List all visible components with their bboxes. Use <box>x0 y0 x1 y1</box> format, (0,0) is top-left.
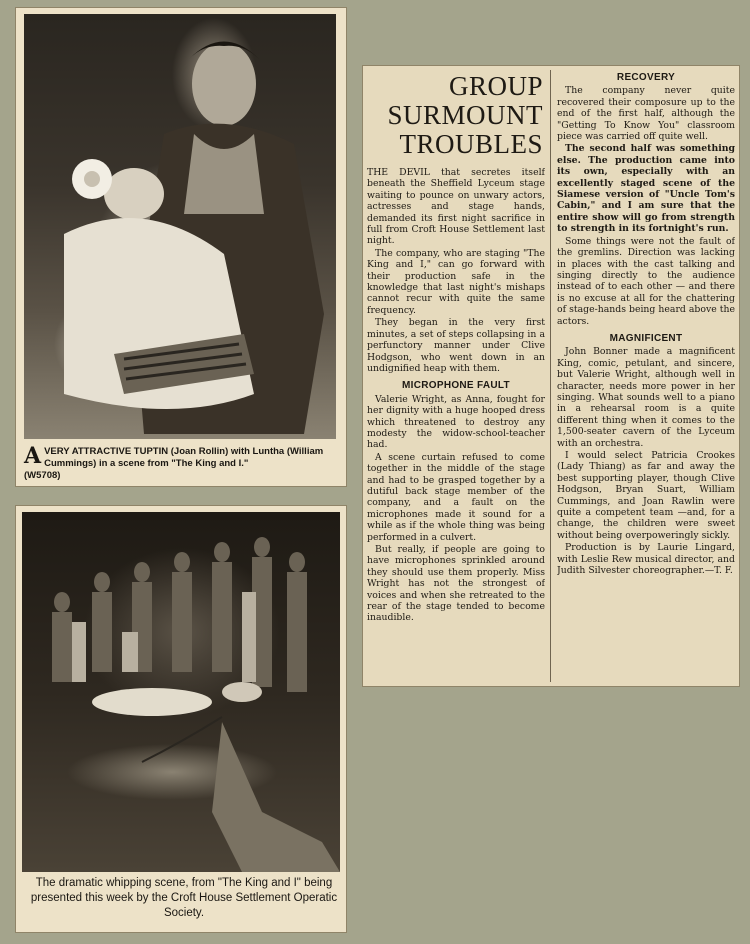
subheading-magnificent: MAGNIFICENT <box>609 332 683 344</box>
article-paragraph: A scene curtain refused to come together in the middle of the stage and had to be grasped together by a dutiful back stage member of the company, and a fault on the microphones made it sound for a while as if the whole thing was being performed in a culvert. <box>367 451 545 543</box>
photo-tuptin-luntha <box>24 14 336 439</box>
article-paragraph: The second half was something else. The production came into its own, especially with an excellently staged scene of the Siamese version of "Uncle Tom's Cabin," and I am sure that the entire show will go from strength to strength in its fortnight's run. <box>557 143 735 235</box>
article-paragraph: The company never quite recovered their composure up to the end of the first half, although the "Getting To Know You" classroom piece was carried off quite well. <box>557 85 735 143</box>
article-intro: THE DEVIL that secretes itself beneath the Sheffield Lyceum stage waiting to pounce on unwary actors, actresses and stage hands, demanded its first night sacrifice in full from Croft House Settlement last night. <box>367 167 545 247</box>
caption-text: VERY ATTRACTIVE TUPTIN (Joan Rollin) with Luntha (William Cummings) in a scene from "The King and I." <box>44 446 324 469</box>
photo-whipping-scene-drawing <box>22 512 340 872</box>
column-divider <box>550 70 551 682</box>
article-paragraph: Some things were not the fault of the gremlins. Direction was lacking in places with the cast talking and singing directly to the audience instead of to each other — and there is no excuse at all for the chattering of stage-hands being heard above the actors. <box>557 235 735 327</box>
headline-line: GROUP <box>448 71 543 101</box>
article-paragraph: Production is by Laurie Lingard, with Leslie Rew musical director, and Judith Silvester choreographer.—T. F. <box>557 542 735 577</box>
headline-line: SURMOUNT <box>387 100 543 130</box>
headline-line: TROUBLES <box>399 129 543 159</box>
article-paragraph: I would select Patricia Crookes (Lady Thiang) as far and away the best supporting player, though Clive Hodgson, Bryan Suart, William Cummings, and Joan Rawlin were quite a competent team —and, for a change, the children were sweet without being overpoweringly sickly. <box>557 450 735 541</box>
bottom-photo-caption: The dramatic whipping scene, from "The King and I" being presented this week by the Croft House Settlement Operatic Society. <box>30 877 338 919</box>
article-column-right <box>557 66 735 686</box>
top-photo-caption <box>24 443 340 482</box>
subheading-microphone-fault: MICROPHONE FAULT <box>402 380 510 392</box>
article-paragraph: But really, if people are going to have microphones sprinkled around they should use them properly. Miss Wright has not the strongest of voices and when she retreated to the rear of the stage tended to become inaudible. <box>367 544 545 624</box>
photo-reference: (W5708) <box>24 470 61 481</box>
article-column-left <box>367 66 545 686</box>
article-clipping <box>363 66 739 686</box>
caption-dropcap: A <box>24 443 42 469</box>
top-photo-clipping <box>16 8 346 486</box>
article-paragraph: Valerie Wright, as Anna, fought for her dignity with a huge hooped dress which threatened to destroy any modesty the widow-school-teacher had. <box>367 393 545 451</box>
photo-tuptin-luntha-drawing <box>24 14 336 439</box>
article-paragraph: They began in the very first minutes, a set of steps collapsing in a perfunctory manner under Clive Hodgson, who went down in an undignified heap with them. <box>367 317 545 374</box>
bottom-photo-clipping <box>16 506 346 932</box>
article-paragraph: The company, who are staging "The King and I," can go forward with their production safe in the knowledge that last night's mishaps cannot recur with quite the same frequency. <box>367 247 545 316</box>
subheading-recovery: RECOVERY <box>616 72 676 83</box>
photo-whipping-scene <box>22 512 340 872</box>
article-paragraph: John Bonner made a magnificent King, comic, petulant, and sincere, but Valerie Wright, although well in character, needs more power in her singing. What sounds well to a piano in a rehearsal room is a quite different thing when it comes to the 1,500-seater cavern of the Lyceum with an orchestra. <box>557 346 735 449</box>
article-headline <box>367 72 543 159</box>
